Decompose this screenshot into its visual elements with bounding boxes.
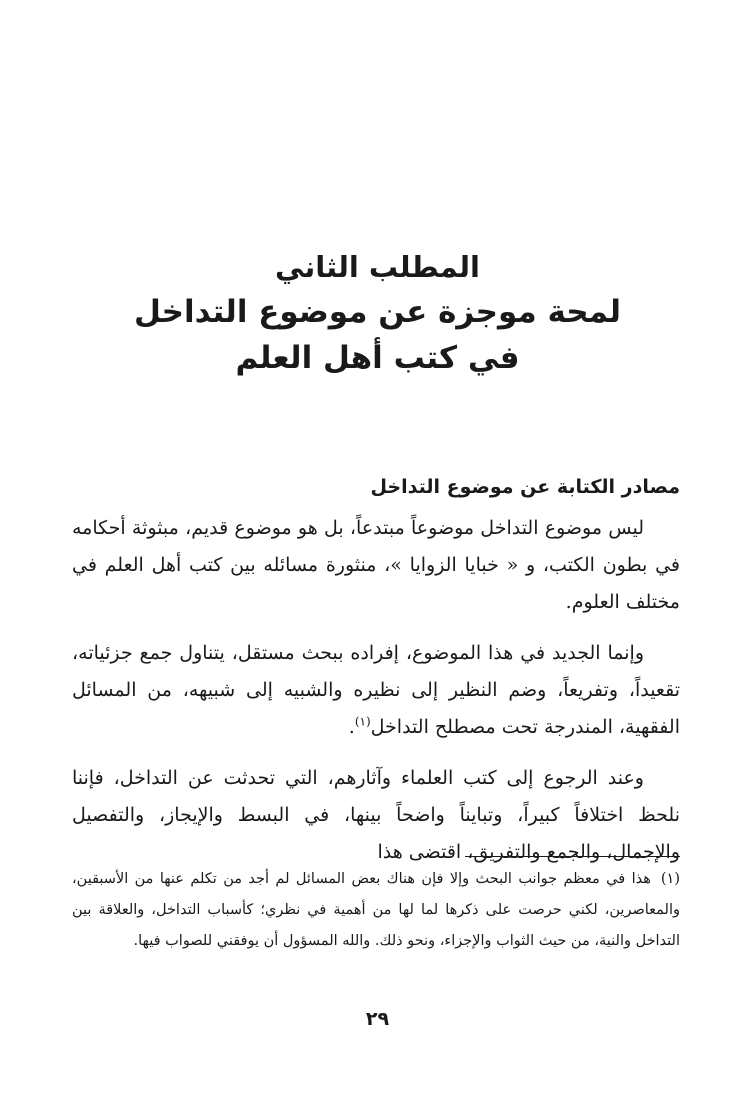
heading-line-2: لمحة موجزة عن موضوع التداخل [133,294,622,330]
footnote-number: (١) [660,871,680,887]
paragraph-3: وعند الرجوع إلى كتب العلماء وآثارهم، التي تحدثت عن التداخل، فإننا نلحظ اختلافاً كبيراً، وتبايناً واضحاً بينها، في البسط والإيجاز، والتفصيل والإجمال، والجمع والتفريق، اقتضى هذا [72,767,680,863]
footnote-divider [465,856,680,857]
footnotes [72,864,680,957]
footnote-text: هذا في معظم جوانب البحث وإلا فإن هناك بعض المسائل لم أجد من تكلم عنها من الأسبقين، والمعاصرين، لكني حرصت على ذكرها لما لها من أهمية في نظري؛ كأسباب التداخل، والعلاقة بين التداخل والنية، من حيث الثواب والإجزاء، ونحو ذلك. والله المسؤول أن يوفقني للصواب فيها. [72,871,680,949]
heading-line-1: المطلب الثاني [275,250,480,284]
paragraph-1: ليس موضوع التداخل موضوعاً مبتدعاً، بل هو موضوع قديم، مبثوثة أحكامه في بطون الكتب، و « خبايا الزوايا »، منثورة مسائله بين كتب أهل العلم في مختلف العلوم. [72,517,680,613]
paragraph-2-end: . [348,716,355,738]
chapter-heading [60,245,695,381]
footnote-reference[interactable]: (١) [354,714,371,729]
body-text [72,510,680,885]
heading-line-3: في كتب أهل العلم [235,340,520,376]
section-title: مصادر الكتابة عن موضوع التداخل [370,476,680,498]
paragraph-2-text: وإنما الجديد في هذا الموضوع، إفراده ببحث مستقل، يتناول جمع جزئياته، تقعيداً، وتفريعاً، وضم النظير إلى نظيره والشبيه إلى شبيهه، من المسائل الفقهية، المندرجة تحت مصطلح التداخل [72,642,680,738]
page-number: ٢٩ [365,1008,390,1030]
paragraph-2 [72,635,680,746]
